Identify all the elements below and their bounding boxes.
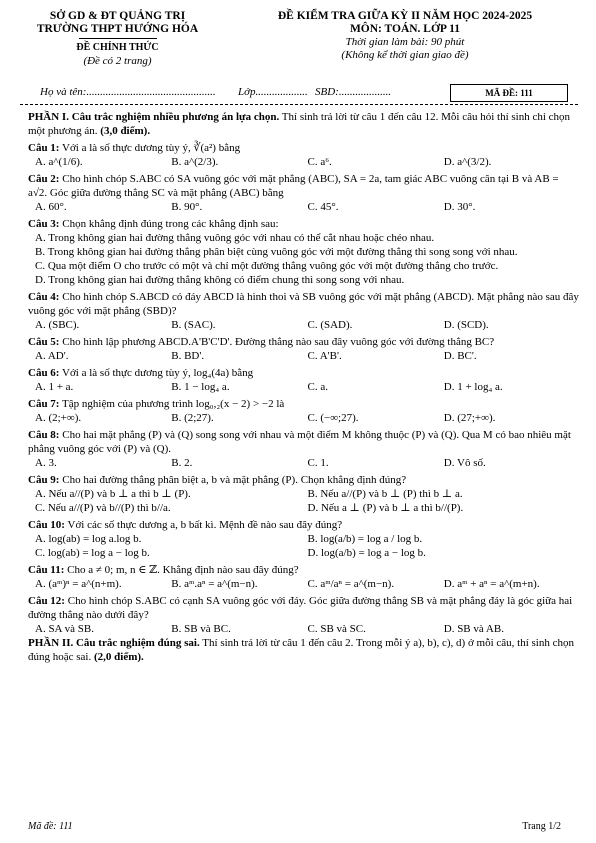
class-field: Lớp................... — [238, 86, 308, 98]
options-row — [28, 155, 580, 169]
options-row — [28, 380, 580, 394]
part2-points: (2,0 điểm). — [93, 651, 144, 663]
question-label: Câu 12: — [28, 595, 65, 607]
options-row — [28, 318, 580, 332]
page-count-note: (Đề có 2 trang) — [83, 55, 152, 67]
option-d: D. log(a/b) = log a − log b. — [307, 547, 426, 559]
option-d: D. Vô số. — [443, 457, 486, 469]
divider — [20, 104, 578, 105]
exam-code-box: MÃ ĐỀ: 111 — [450, 84, 568, 102]
question-9 — [28, 473, 580, 515]
option-c: C. 1. — [307, 457, 329, 469]
footer-exam-code: Mã đề: 111 — [28, 821, 73, 832]
option-b: B. Nếu a//(P) và b ⊥ (P) thì b ⊥ a. — [307, 488, 463, 500]
option-d: D. 30°. — [443, 201, 476, 213]
question-11 — [28, 563, 580, 591]
question-text: Cho hình lập phương ABCD.A'B'C'D'. Đường thẳng nào sau đây vuông góc với đường thẳng BC? — [59, 336, 495, 348]
official-label: ĐỀ CHÍNH THỨC — [76, 42, 159, 53]
option-b: B. SB và BC. — [171, 623, 231, 635]
part1-title: PHẦN I. Câu trắc nghiệm nhiều phương án lựa chọn. — [28, 111, 280, 123]
option-b: B. (2;27). — [171, 412, 214, 424]
time-note: (Không kể thời gian giao đề) — [341, 49, 469, 61]
option-a: A. (aᵐ)ⁿ = a^(n+m). — [35, 578, 122, 590]
option-c: C. a. — [307, 381, 328, 393]
question-label: Câu 6: — [28, 367, 60, 379]
question-label: Câu 11: — [28, 564, 65, 576]
question-6 — [28, 366, 580, 394]
options-row — [28, 577, 580, 591]
question-label: Câu 10: — [28, 519, 65, 531]
school-name: TRƯỜNG THPT HƯỚNG HÓA — [36, 23, 199, 35]
option-a: A. (2;+∞). — [35, 412, 82, 424]
student-name-field: Họ và tên:............................................... — [40, 86, 216, 98]
option-a: A. Trong không gian hai đường thẳng vuông góc với nhau có thể cắt nhau hoặc chéo nhau. — [35, 232, 435, 244]
option-b: B. (SAC). — [171, 319, 216, 331]
question-text: Cho hình chóp S.ABCD có đáy ABCD là hình thoi và SB vuông góc với mặt phẳng (ABCD). Mặt phẳng nào sau đây vuông góc với mặt phẳng (SBD)? — [28, 291, 579, 317]
options-row — [28, 546, 580, 560]
options-list — [28, 231, 580, 287]
option-d: D. SB và AB. — [443, 623, 504, 635]
question-label: Câu 7: — [28, 398, 60, 410]
question-3 — [28, 217, 580, 287]
part2-desc: Thí sinh trả lời từ câu 1 đến câu 2. Trong mỗi ý a), b), c), d) ở mỗi câu, thí sinh chọn đúng hoặc sai. — [28, 637, 574, 663]
option-c: C. 45°. — [307, 201, 339, 213]
option-b: B. aᵐ.aⁿ = a^(m−n). — [171, 578, 258, 590]
question-1 — [28, 141, 580, 169]
option-a: A. Nếu a//(P) và b ⊥ a thì b ⊥ (P). — [35, 488, 191, 500]
time-limit: Thời gian làm bài: 90 phút — [345, 36, 465, 48]
option-d: D. Trong không gian hai đường thẳng không có điểm chung thì song song với nhau. — [35, 274, 405, 286]
question-text: Cho hình chóp S.ABC có SA vuông góc với mặt phẳng (ABC), SA = 2a, tam giác ABC vuông cân tại B và AB = a√2. Góc giữa đường thẳng SC và mặt phẳng (ABC) bằng — [28, 173, 559, 199]
subject-line: MÔN: TOÁN. LỚP 11 — [349, 23, 461, 35]
part1-heading — [28, 110, 580, 138]
department-name: SỞ GD & ĐT QUẢNG TRỊ — [49, 10, 186, 22]
option-b: B. Trong không gian hai đường thẳng phân biệt cùng vuông góc với một đường thẳng thì song song với nhau. — [35, 246, 518, 258]
option-b: B. 2. — [171, 457, 193, 469]
part1-desc: Thí sinh trả lời từ câu 1 đến câu 12. Mỗi câu hỏi thí sinh chỉ chọn một phương án. — [28, 111, 571, 137]
question-10 — [28, 518, 580, 560]
option-d: D. Nếu a ⊥ (P) và b ⊥ a thì b//(P). — [307, 502, 464, 514]
options-row — [28, 200, 580, 214]
question-7 — [28, 397, 580, 425]
part2-heading — [28, 636, 580, 664]
option-b: B. log(a/b) = log a / log b. — [307, 533, 423, 545]
question-text: Chọn khẳng định đúng trong các khẳng định sau: — [59, 218, 279, 230]
option-c: C. log(ab) = log a − log b. — [35, 547, 150, 559]
option-d: D. aᵐ + aⁿ = a^(m+n). — [443, 578, 540, 590]
option-a: A. (SBC). — [35, 319, 80, 331]
option-c: C. Qua một điểm O cho trước có một và chỉ một đường thẳng vuông góc với một đường thẳng cho trước. — [35, 260, 499, 272]
header-rule — [79, 38, 157, 39]
question-text: Cho hình chóp S.ABC có cạnh SA vuông góc với đáy. Góc giữa đường thẳng SB và mặt phẳng đáy là góc giữa hai đường thẳng nào dưới đây? — [28, 595, 573, 621]
option-a: A. log(ab) = log a.log b. — [35, 533, 142, 545]
option-c: C. a⁶. — [307, 156, 332, 168]
option-c: C. SB và SC. — [307, 623, 366, 635]
candidate-number-field: SBD:................... — [315, 86, 392, 98]
option-a: A. 60°. — [35, 201, 67, 213]
option-c: C. (−∞;27). — [307, 412, 359, 424]
option-d: D. 1 + log₄ a. — [443, 381, 503, 393]
part2-title: PHẦN II. Câu trắc nghiệm đúng sai. — [28, 637, 200, 649]
question-text: Cho a ≠ 0; m, n ∈ ℤ. Khẳng định nào sau đây đúng? — [64, 564, 299, 576]
option-b: B. BD'. — [171, 350, 205, 362]
option-b: B. 90°. — [171, 201, 203, 213]
question-text: Cho hai đường thẳng phân biệt a, b và mặt phẳng (P). Chọn khẳng định đúng? — [59, 474, 407, 486]
question-label: Câu 5: — [28, 336, 60, 348]
question-label: Câu 2: — [28, 173, 60, 185]
question-label: Câu 1: — [28, 142, 60, 154]
question-text: Với các số thực dương a, b bất kì. Mệnh đề nào sau đây đúng? — [64, 519, 343, 531]
option-a: A. 3. — [35, 457, 57, 469]
options-row — [28, 501, 580, 515]
option-a: A. AD'. — [35, 350, 69, 362]
option-d: D. BC'. — [443, 350, 477, 362]
option-d: D. (SCD). — [443, 319, 489, 331]
exam-title: ĐỀ KIỂM TRA GIỮA KỲ II NĂM HỌC 2024-2025 — [277, 10, 533, 22]
question-label: Câu 4: — [28, 291, 60, 303]
question-8 — [28, 428, 580, 470]
question-label: Câu 8: — [28, 429, 60, 441]
option-c: C. (SAD). — [307, 319, 353, 331]
options-row — [28, 622, 580, 636]
option-c: C. aᵐ/aⁿ = a^(m−n). — [307, 578, 395, 590]
exam-content — [28, 110, 580, 664]
page-number: Trang 1/2 — [522, 821, 561, 832]
option-c: C. Nếu a//(P) và b//(P) thì b//a. — [35, 502, 171, 514]
part1-points: (3,0 điểm). — [100, 125, 151, 137]
option-d: D. (27;+∞). — [443, 412, 496, 424]
option-a: A. a^(1/6). — [35, 156, 83, 168]
option-a: A. 1 + a. — [35, 381, 74, 393]
exam-header — [225, 10, 585, 62]
options-row — [28, 456, 580, 470]
option-c: C. A'B'. — [307, 350, 342, 362]
question-label: Câu 3: — [28, 218, 60, 230]
option-b: B. a^(2/3). — [171, 156, 219, 168]
question-text: Cho hai mặt phẳng (P) và (Q) song song với nhau và một điểm M không thuộc (P) và (Q). Qua M có bao nhiêu mặt phẳng vuông góc với (P) và (Q). — [28, 429, 571, 455]
option-d: D. a^(3/2). — [443, 156, 492, 168]
school-header — [20, 10, 215, 68]
options-row — [28, 411, 580, 425]
question-text: Với a là số thực dương tùy ý, log₄(4a) bằng — [59, 367, 254, 379]
question-2 — [28, 172, 580, 214]
question-5 — [28, 335, 580, 363]
question-12 — [28, 594, 580, 636]
question-text: Với a là số thực dương tùy ý, ∛(a²) bằng — [59, 142, 241, 154]
question-text: Tập nghiệm của phương trình log₀,₂(x − 2) > −2 là — [59, 398, 285, 410]
question-4 — [28, 290, 580, 332]
options-row — [28, 349, 580, 363]
option-b: B. 1 − log₄ a. — [171, 381, 230, 393]
option-a: A. SA và SB. — [35, 623, 94, 635]
question-label: Câu 9: — [28, 474, 60, 486]
options-row — [28, 487, 580, 501]
options-row — [28, 532, 580, 546]
